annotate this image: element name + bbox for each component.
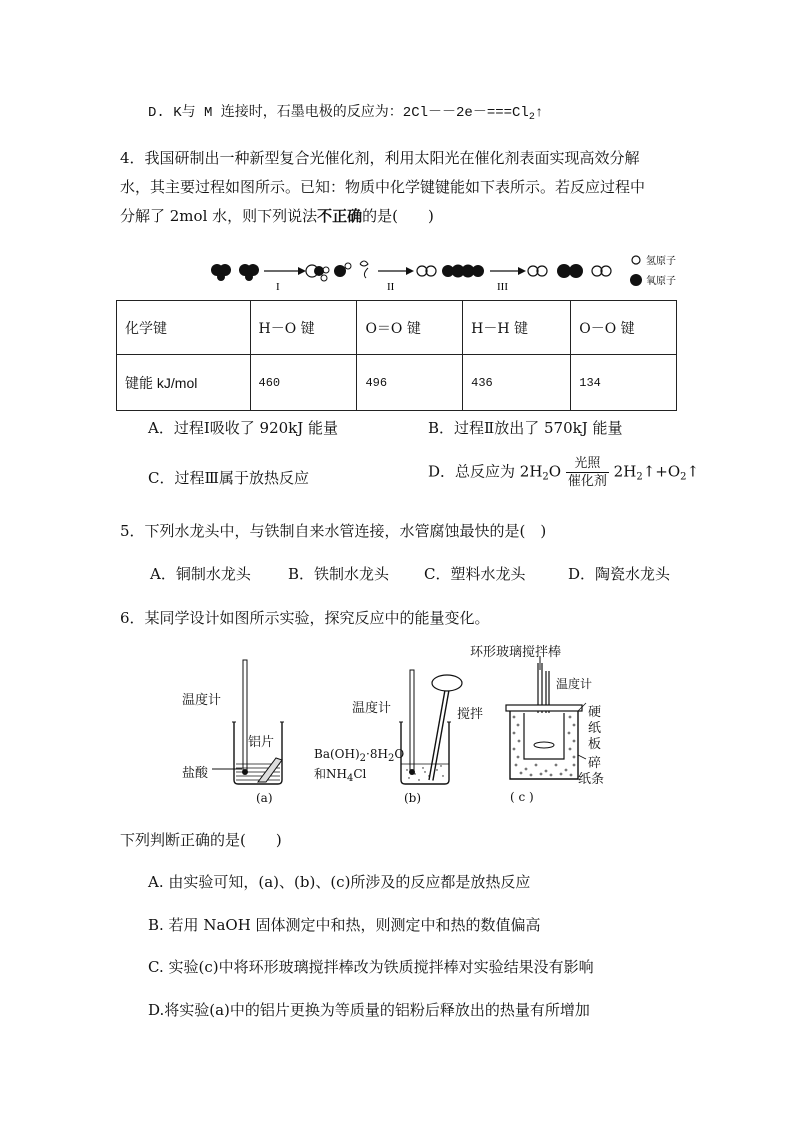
- q6-stem: 6．某同学设计如图所示实验，探究反应中的能量变化。: [120, 609, 490, 627]
- table-header-cell: O－O 键: [571, 301, 677, 355]
- fig-c-board-3: 板: [588, 737, 602, 752]
- legend-hydrogen: 氢原子: [646, 256, 676, 267]
- table-header-cell: 化学键: [117, 301, 251, 355]
- q4-stem-line1: 4．我国研制出一种新型复合光催化剂，利用太阳光在催化剂表面实现高效分解: [120, 149, 640, 167]
- step-i-label: I: [276, 281, 280, 293]
- table-header-cell: H－O 键: [250, 301, 357, 355]
- fig-c-board-1: 硬: [588, 705, 602, 720]
- q4-stem-line3: 分解了 2mol 水，则下列说法不正确的是( ): [120, 207, 434, 225]
- fig-a-thermometer-label: 温度计: [182, 693, 222, 708]
- table-row-label: 键能 kJ/mol: [117, 355, 251, 411]
- table-header-row: [117, 301, 677, 355]
- fig-a-acid-leader: [212, 766, 242, 772]
- hydrogen-molecule-1: [417, 266, 436, 276]
- q6-option-a: A. 由实验可知，(a)、(b)、(c)所涉及的反应都是放热反应: [148, 873, 531, 891]
- q4-option-d: D．总反应为 $2H_2O$ $\frac{\text{光照}}{\text{催化剂}}$ $2H_2↑+O_2↑$: [428, 456, 700, 489]
- intermediate-molecules-1: [306, 261, 368, 281]
- hydrogen-legend-icon: [632, 256, 640, 264]
- fig-c-board-2: 纸: [588, 721, 602, 736]
- fig-c-paper-2: 纸条: [578, 772, 605, 787]
- q4-option-c: C．过程Ⅲ属于放热反应: [148, 469, 309, 487]
- q5-option-a: A．铜制水龙头: [150, 565, 251, 583]
- q6-judge: 下列判断正确的是( ): [120, 831, 282, 849]
- q4-option-b: B．过程Ⅱ放出了 570kJ 能量: [428, 419, 623, 437]
- legend: [630, 254, 676, 287]
- step-ii-label: II: [387, 281, 395, 293]
- fig-b-thermometer-label: 温度计: [352, 701, 392, 716]
- table-cell: 436: [463, 355, 571, 411]
- q4-reaction-diagram: [200, 250, 676, 298]
- fig-b-reagent1: $Ba(OH)_2\cdot 8H_2O$: [314, 747, 405, 764]
- fig-c-thermometer-label: 温度计: [556, 677, 593, 691]
- q3-option-d-text: D. K与 M 连接时，石墨电极的反应为：2Cl－－2e－===Cl: [148, 105, 529, 121]
- q4-option-a: A．过程Ⅰ吸收了 920kJ 能量: [148, 419, 339, 437]
- peroxide-molecule: [442, 265, 484, 278]
- q3-option-d: D. K与 M 连接时，石墨电极的反应为：$2Cl--2e-===Cl_2↑$: [148, 105, 544, 123]
- water-molecules-start: [211, 264, 259, 281]
- step-iii-label: III: [497, 281, 508, 293]
- q4-stem-line2: 水，其主要过程如图所示。已知：物质中化学键键能如下表所示。若反应过程中: [120, 178, 646, 196]
- table-cell: 496: [357, 355, 463, 411]
- q6-option-c: C. 实验(c)中将环形玻璃搅拌棒改为铁质搅拌棒对实验结果没有影响: [148, 958, 594, 976]
- q5-stem: 5．下列水龙头中，与铁制自来水管连接，水管腐蚀最快的是( ): [120, 522, 547, 540]
- fig-a-caption: (a): [256, 791, 273, 805]
- products: [528, 264, 611, 278]
- q5-option-c: C．塑料水龙头: [424, 565, 526, 583]
- fig-b-caption: (b): [404, 791, 422, 805]
- fig-a-strip-label: 铝片: [248, 735, 275, 750]
- q6-option-b: B. 若用 NaOH 固体测定中和热，则测定中和热的数值偏高: [148, 916, 541, 934]
- fig-b-stirrer-top: [430, 673, 464, 693]
- bond-energy-table: [116, 300, 677, 411]
- q5-option-b: B．铁制水龙头: [288, 565, 390, 583]
- q4-emphasis: 不正确: [317, 207, 363, 225]
- fig-c-stirrer-label: 环形玻璃搅拌棒: [470, 645, 562, 660]
- fig-c-caption: ( c ): [510, 790, 534, 804]
- reaction-condition: $\frac{\text{光照}}{\text{催化剂}}$: [567, 456, 607, 489]
- table-header-cell: H－H 键: [463, 301, 571, 355]
- q6-option-d: D.将实验(a)中的铝片更换为等质量的铝粉后释放出的热量有所增加: [148, 1001, 590, 1019]
- fig-b-stir-label: 搅拌: [457, 707, 484, 722]
- table-row: [117, 355, 677, 411]
- table-cell: 460: [250, 355, 357, 411]
- fig-a-acid-label: 盐酸: [182, 766, 209, 781]
- oxygen-legend-icon: [630, 274, 642, 286]
- table-cell: 134: [571, 355, 677, 411]
- q5-option-d: D．陶瓷水龙头: [568, 565, 671, 583]
- fig-b-reagent2: 和$NH_4Cl$: [314, 767, 367, 784]
- fig-c-paper-1: 碎: [588, 756, 602, 771]
- legend-oxygen: 氧原子: [646, 276, 676, 287]
- table-header-cell: O＝O 键: [357, 301, 463, 355]
